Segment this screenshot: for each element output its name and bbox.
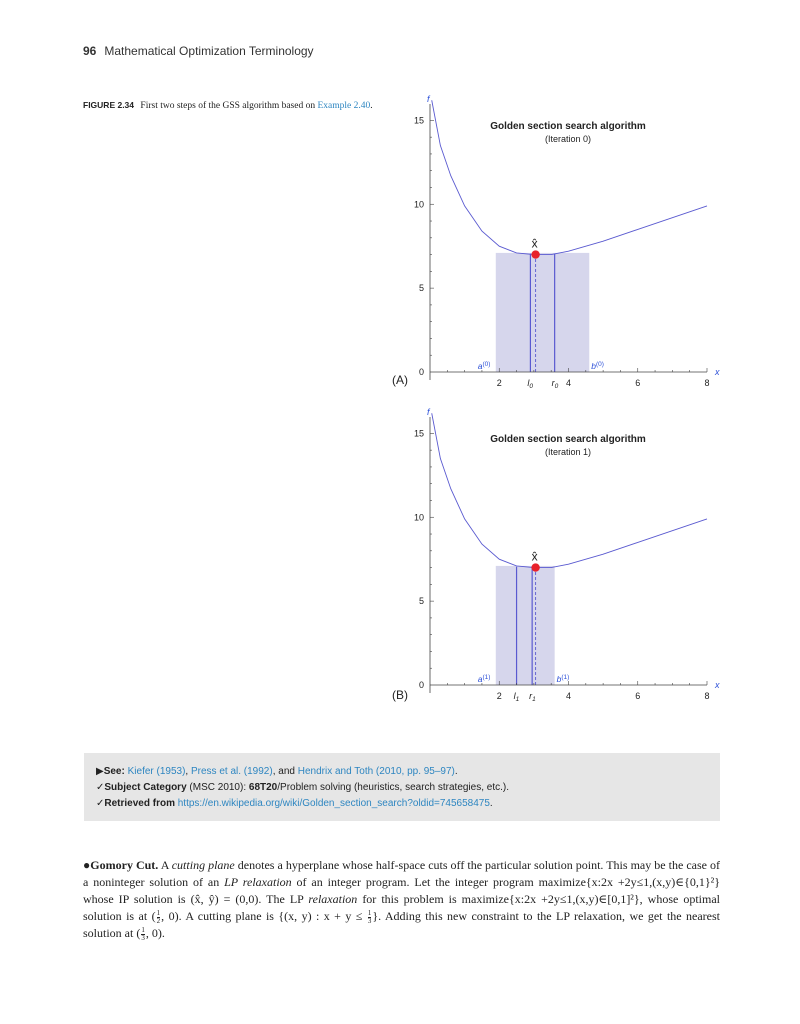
x-tick-label: 2	[496, 378, 502, 388]
retrieved-line: ✓Retrieved from https://en.wikipedia.org/wiki/Golden_section_search?oldid=745658475.	[96, 798, 493, 809]
entry-text: A	[160, 858, 169, 872]
bullet-icon: ●	[83, 858, 91, 872]
fraction-one-third: $\frac{1}{3}$	[141, 925, 145, 942]
y-tick-label: 5	[418, 596, 424, 607]
y-tick-label: 5	[418, 283, 424, 294]
y-axis-label: f	[427, 407, 430, 417]
gomory-cut-entry: ●Gomory Cut. A cutting plane denotes a hyperplane whose half-space cuts off the particular solution point. This may be the case of a noninteger solution of an LP relaxation of an integer program. Let the integer program maximize{x:2x +2y≤1,(x,y)∈{0,1}²} whose IP solution is (x̂, ŷ) = (0,0). The LP relaxation for this problem is maximize{x:2x +2y≤1,(x,y)∈[0,1]²}, whose optimal solution is at ( $\frac{1}{2}$ , 0). A cutting plane is {(x, y) : x + y ≤ $\frac{1}{3}$ }. Adding this new constraint to the LP relaxation, we get the nearest solution at ( $\frac{1}{3}$ , 0).	[83, 858, 721, 942]
panel-label-a: (A)	[392, 373, 408, 387]
see-arrow-icon: ▶	[96, 766, 104, 777]
inner-point-label: $l_0$	[527, 378, 534, 390]
x-hat-label: x̂	[531, 236, 538, 251]
running-header	[83, 44, 314, 58]
entry-text: . A cutting plane is	[178, 909, 274, 923]
subject-code: 68T20	[248, 782, 278, 793]
term-lp-relaxation: LP relaxation	[224, 875, 292, 889]
x-tick-label: 6	[635, 378, 641, 388]
gss-plot-iteration-0	[385, 92, 725, 412]
y-tick-label: 0	[418, 367, 424, 377]
interval-a-label: $a^{(0)}$	[477, 361, 491, 371]
page-number: 96	[83, 44, 97, 58]
entry-text: . Adding this new constraint to the LP relaxation, we get the nearest solution at	[83, 909, 721, 940]
entry-term: Gomory Cut.	[90, 858, 159, 872]
y-tick-label: 0	[418, 680, 424, 690]
inner-point-label: $r_0$	[551, 378, 559, 390]
x-tick-label: 6	[635, 691, 641, 701]
chart-title: Golden section search algorithm	[490, 434, 646, 445]
x-tick-label: 2	[496, 691, 502, 701]
fraction-one-half: $\frac{1}{2}$	[156, 908, 161, 925]
inner-point-label: $l_1$	[513, 691, 520, 703]
subject-label: Subject Category	[104, 782, 187, 793]
see-link-hendrix[interactable]: Hendrix and Toth (2010, pp. 95–97)	[297, 766, 455, 777]
y-axis-label: f	[427, 94, 430, 104]
y-tick-label: 15	[413, 428, 424, 439]
x-tick-label: 8	[704, 378, 710, 388]
term-relaxation: relaxation	[308, 892, 358, 906]
see-link-press[interactable]: Press et al. (1992)	[190, 766, 273, 777]
interval-b-label: $b^{(0)}$	[591, 361, 604, 371]
entry-text: denotes a hyperplane whose half-space cuts off the particular solution point. This may be the case of a noninteger solution of an	[83, 858, 721, 889]
chart-subtitle: (Iteration 0)	[544, 134, 592, 144]
fraction-one-third: $\frac{1}{3}$	[367, 908, 372, 925]
inner-point-label: $r_1$	[529, 691, 536, 703]
retrieved-label: Retrieved from	[104, 798, 175, 809]
entry-text: for this problem is maximize{x:2x +2y≤1,(x,y)∈[0,1]²}, whose optimal solution is at	[83, 892, 721, 923]
search-interval-shade	[496, 253, 589, 372]
x-tick-label: 4	[565, 378, 572, 388]
entry-text: .	[161, 926, 165, 940]
subject-text: /Problem solving (heuristics, search strategies, etc.).	[277, 782, 510, 793]
x-hat-label: x̂	[531, 549, 538, 564]
see-and: and	[278, 766, 295, 777]
panel-label-b: (B)	[392, 688, 408, 702]
term-cutting-plane: cutting plane	[171, 858, 235, 872]
x-axis-label: x	[715, 367, 720, 377]
running-title: Mathematical Optimization Terminology	[104, 44, 314, 58]
chart-subtitle: (Iteration 1)	[544, 447, 592, 457]
chart-title: Golden section search algorithm	[490, 121, 646, 132]
check-icon: ✓	[96, 782, 105, 793]
retrieved-url-link[interactable]: https://en.wikipedia.org/wiki/Golden_section_search?oldid=745658475	[177, 798, 490, 809]
search-interval-shade	[496, 566, 555, 685]
caption-text: First two steps of the GSS algorithm based on	[140, 101, 316, 111]
see-label: See:	[103, 766, 125, 777]
figure-label: FIGURE 2.34	[83, 100, 135, 110]
y-tick-label: 15	[413, 115, 424, 126]
x-hat-point	[531, 563, 539, 571]
x-tick-label: 4	[565, 691, 572, 701]
x-tick-label: 8	[704, 691, 710, 701]
caption-end: .	[370, 101, 373, 111]
check-icon: ✓	[96, 798, 105, 809]
x-hat-point	[531, 250, 539, 258]
entry-text: of an integer program. Let the integer program maximize{x:2x +2y≤1,(x,y)∈{0,1}²} whose IP solution is (x̂, ŷ) = (0,0). The LP	[83, 875, 720, 906]
y-tick-label: 10	[413, 199, 424, 210]
see-also-box	[84, 753, 720, 821]
y-tick-label: 10	[413, 512, 424, 523]
interval-b-label: $b^{(1)}$	[556, 674, 570, 684]
see-line: ▶See: Kiefer (1953), Press et al. (1992), and Hendrix and Toth (2010, pp. 95–97).	[96, 766, 458, 777]
caption-example-link[interactable]: Example 2.40	[317, 101, 371, 111]
see-link-kiefer[interactable]: Kiefer (1953)	[127, 766, 186, 777]
subject-line	[96, 782, 509, 793]
gss-plot-iteration-1	[385, 405, 725, 725]
x-axis-label: x	[715, 680, 720, 690]
subject-msc: (MSC 2010):	[189, 782, 247, 793]
figure-caption	[83, 99, 383, 112]
interval-a-label: $a^{(1)}$	[477, 674, 491, 684]
